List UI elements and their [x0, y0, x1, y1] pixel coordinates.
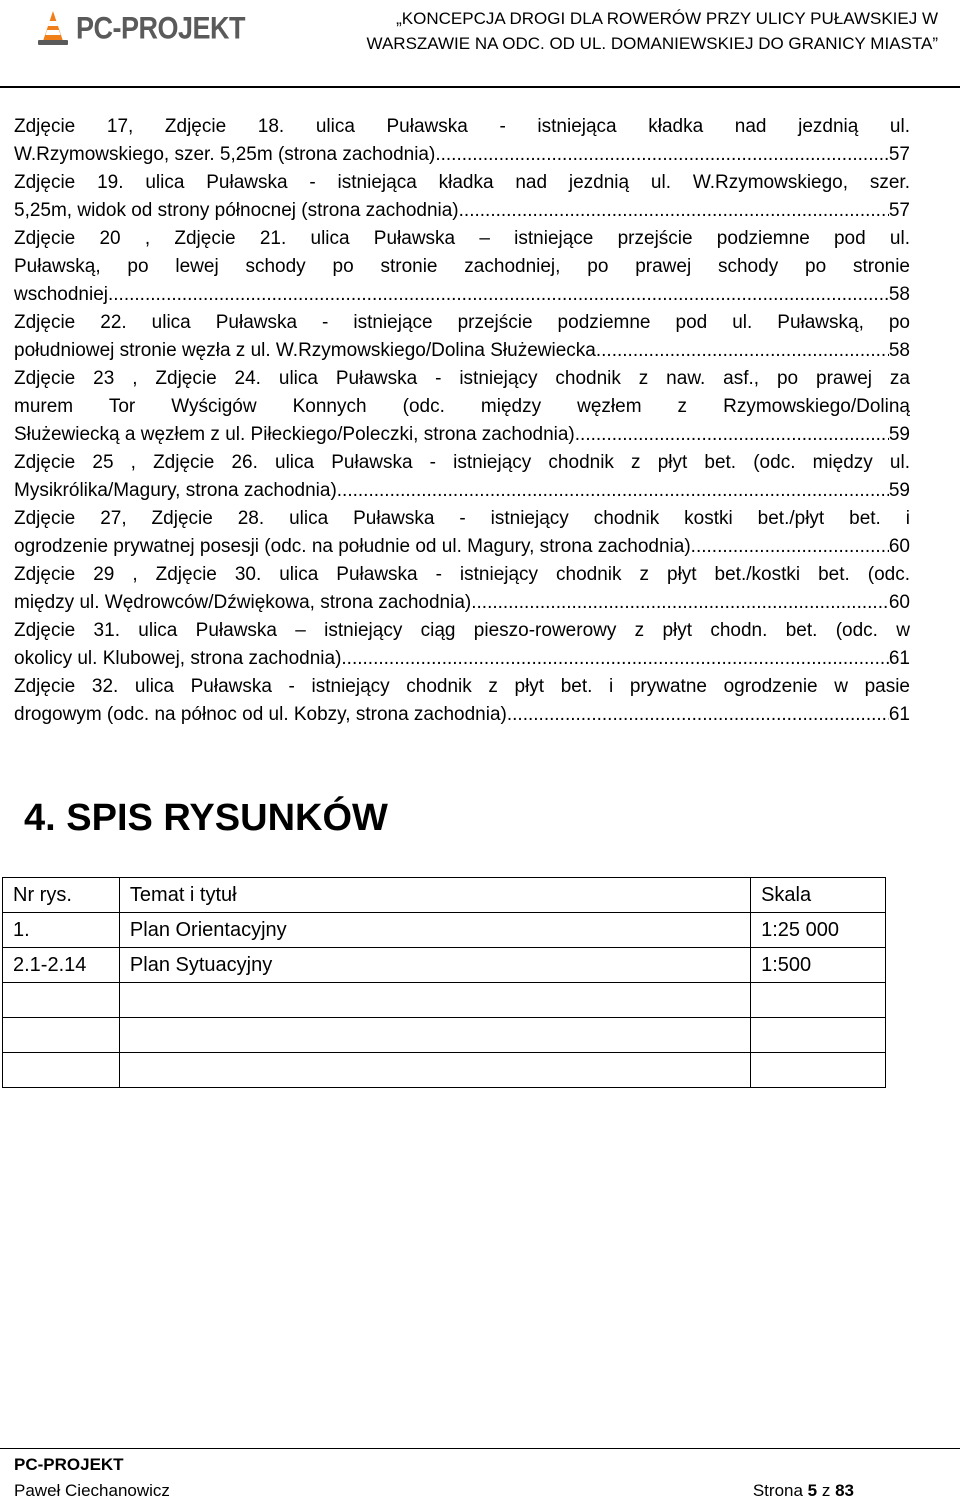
cell-title — [119, 1018, 750, 1053]
cell-title — [119, 983, 750, 1018]
toc-entry-text: ogrodzenie prywatnej posesji (odc. na południe od ul. Magury, strona zachodnia) — [14, 536, 691, 557]
toc-entry-text: południowej stronie węzła z ul. W.Rzymowskiego/Dolina Służewiecka — [14, 340, 596, 361]
toc-entry[interactable] — [14, 365, 910, 449]
toc-leader-dots — [341, 645, 888, 673]
section-heading: 4. SPIS RYSUNKÓW — [24, 797, 388, 839]
traffic-cone-icon — [36, 9, 70, 47]
toc-entry-text: okolicy ul. Klubowej, strona zachodnia) — [14, 648, 342, 669]
toc-entry-line: Zdjęcie 27, Zdjęcie 28. ulica Puławska - istniejący chodnik kostki bet./płyt bet. i — [14, 508, 910, 529]
cell-number — [3, 1018, 120, 1053]
toc-page-number: 60 — [888, 592, 910, 613]
cell-number: 1. — [3, 913, 120, 948]
toc-leader-dots — [507, 701, 889, 729]
cell-title: Plan Sytuacyjny — [119, 948, 750, 983]
toc-entry-text: Służewiecką a węzłem z ul. Piłeckiego/Poleczki, strona zachodnia) — [14, 424, 575, 445]
page-prefix: Strona — [752, 1481, 808, 1500]
toc-page-number: 61 — [888, 648, 910, 669]
cell-title — [119, 1053, 750, 1088]
cell-scale — [751, 1053, 886, 1088]
toc-leader-dots — [575, 421, 889, 449]
toc-entry-last-line — [14, 337, 910, 365]
toc-leader-dots — [108, 281, 889, 309]
table-row — [3, 1018, 886, 1053]
toc-page-number: 59 — [888, 480, 910, 501]
table-row — [3, 913, 886, 948]
table-row — [3, 983, 886, 1018]
header-divider — [0, 86, 960, 88]
toc-entry[interactable] — [14, 673, 910, 729]
cell-number — [3, 983, 120, 1018]
toc-entry-line: murem Tor Wyścigów Konnych (odc. między węzłem z Rzymowskiego/Doliną — [14, 396, 910, 417]
footer-company: PC-PROJEKT — [14, 1455, 124, 1474]
toc-entry-last-line — [14, 589, 910, 617]
drawings-table — [2, 877, 886, 1088]
toc-page-number: 61 — [888, 704, 910, 725]
toc-entry-last-line — [14, 533, 910, 561]
table-row — [3, 948, 886, 983]
toc-entry-text: drogowym (odc. na północ od ul. Kobzy, strona zachodnia) — [14, 704, 507, 725]
footer-divider — [0, 1448, 960, 1449]
toc-leader-dots — [337, 477, 889, 505]
toc-entry-line: Puławską, po lewej schody po stronie zachodniej, po prawej schody po stronie — [14, 256, 910, 277]
cell-title: Plan Orientacyjny — [119, 913, 750, 948]
toc-entry-line: Zdjęcie 23 , Zdjęcie 24. ulica Puławska - istniejący chodnik z naw. asf., po prawej za — [14, 368, 910, 389]
toc-entry-text: wschodniej — [14, 284, 108, 305]
toc-entry[interactable] — [14, 113, 910, 169]
cell-scale: 1:25 000 — [751, 913, 886, 948]
toc-entry[interactable] — [14, 505, 910, 561]
cell-number: 2.1-2.14 — [3, 948, 120, 983]
table-header-row — [3, 878, 886, 913]
toc-entry-line: Zdjęcie 31. ulica Puławska – istniejący ciąg pieszo-rowerowy z płyt chodn. bet. (odc. w — [14, 620, 910, 641]
page-number — [753, 1481, 854, 1501]
toc-entry-line: Zdjęcie 25 , Zdjęcie 26. ulica Puławska - istniejący chodnik z płyt bet. (odc. między ul. — [14, 452, 910, 473]
header-cell-scale: Skala — [751, 878, 886, 913]
header-cell-number: Nr rys. — [3, 878, 120, 913]
toc-entry-last-line — [14, 197, 910, 225]
toc-page-number: 58 — [888, 284, 910, 305]
toc-entry-text: W.Rzymowskiego, szer. 5,25m (strona zachodnia) — [14, 144, 436, 165]
page-header — [0, 0, 960, 88]
company-logo — [36, 8, 245, 48]
toc-leader-dots — [471, 589, 889, 617]
toc-entry-last-line — [14, 141, 910, 169]
toc-entry-last-line — [14, 477, 910, 505]
toc-entry[interactable] — [14, 561, 910, 617]
toc-page-number: 57 — [888, 200, 910, 221]
toc-leader-dots — [691, 533, 889, 561]
toc-entry-text: 5,25m, widok od strony północnej (strona zachodnia) — [14, 200, 459, 221]
toc-entry[interactable] — [14, 309, 910, 365]
toc-entry-line: Zdjęcie 22. ulica Puławska - istniejące przejście podziemne pod ul. Puławską, po — [14, 312, 910, 333]
toc-entry-line: Zdjęcie 29 , Zdjęcie 30. ulica Puławska - istniejący chodnik z płyt bet./kostki bet. (odc. — [14, 564, 910, 585]
toc-page-number: 58 — [888, 340, 910, 361]
cell-scale: 1:500 — [751, 948, 886, 983]
toc-entry-line: Zdjęcie 17, Zdjęcie 18. ulica Puławska - istniejąca kładka nad jezdnią ul. — [14, 116, 910, 137]
toc-entry[interactable] — [14, 225, 910, 309]
toc-entry-last-line — [14, 421, 910, 449]
document-title — [298, 6, 938, 56]
toc-leader-dots — [435, 141, 889, 169]
cell-scale — [751, 1018, 886, 1053]
footer-author: Paweł Ciechanowicz — [14, 1481, 170, 1500]
document-title-line2: WARSZAWIE NA ODC. OD UL. DOMANIEWSKIEJ DO GRANICY MIASTA” — [366, 34, 938, 53]
table-row — [3, 1053, 886, 1088]
header-cell-title: Temat i tytuł — [119, 878, 750, 913]
toc-entry-line: Zdjęcie 19. ulica Puławska - istniejąca kładka nad jezdnią ul. W.Rzymowskiego, szer. — [14, 172, 910, 193]
toc-leader-dots — [459, 197, 889, 225]
toc-entry-line: Zdjęcie 32. ulica Puławska - istniejący chodnik z płyt bet. i prywatne ogrodzenie w pasie — [14, 676, 910, 697]
toc-page-number: 59 — [888, 424, 910, 445]
toc-entry[interactable] — [14, 449, 910, 505]
toc-page-number: 57 — [888, 144, 910, 165]
page-current: 5 — [807, 1481, 818, 1500]
document-title-line1: „KONCEPCJA DROGI DLA ROWERÓW PRZY ULICY PUŁAWSKIEJ W — [396, 9, 938, 28]
toc-entry-line: Zdjęcie 20 , Zdjęcie 21. ulica Puławska – istniejące przejście podziemne pod ul. — [14, 228, 910, 249]
cell-number — [3, 1053, 120, 1088]
toc-entry-text: Mysikrólika/Magury, strona zachodnia) — [14, 480, 337, 501]
toc-page-number: 60 — [888, 536, 910, 557]
photo-list — [14, 113, 910, 729]
toc-entry[interactable] — [14, 617, 910, 673]
page-total: 83 — [835, 1481, 854, 1500]
logo-text: PC-PROJEKT — [76, 10, 246, 45]
toc-leader-dots — [596, 337, 889, 365]
toc-entry-text: między ul. Wędrowców/Dźwiękowa, strona zachodnia) — [14, 592, 472, 613]
toc-entry-last-line — [14, 701, 910, 729]
page-separator: z — [817, 1481, 836, 1500]
cell-scale — [751, 983, 886, 1018]
toc-entry-last-line — [14, 281, 910, 309]
toc-entry-last-line — [14, 645, 910, 673]
toc-entry[interactable] — [14, 169, 910, 225]
